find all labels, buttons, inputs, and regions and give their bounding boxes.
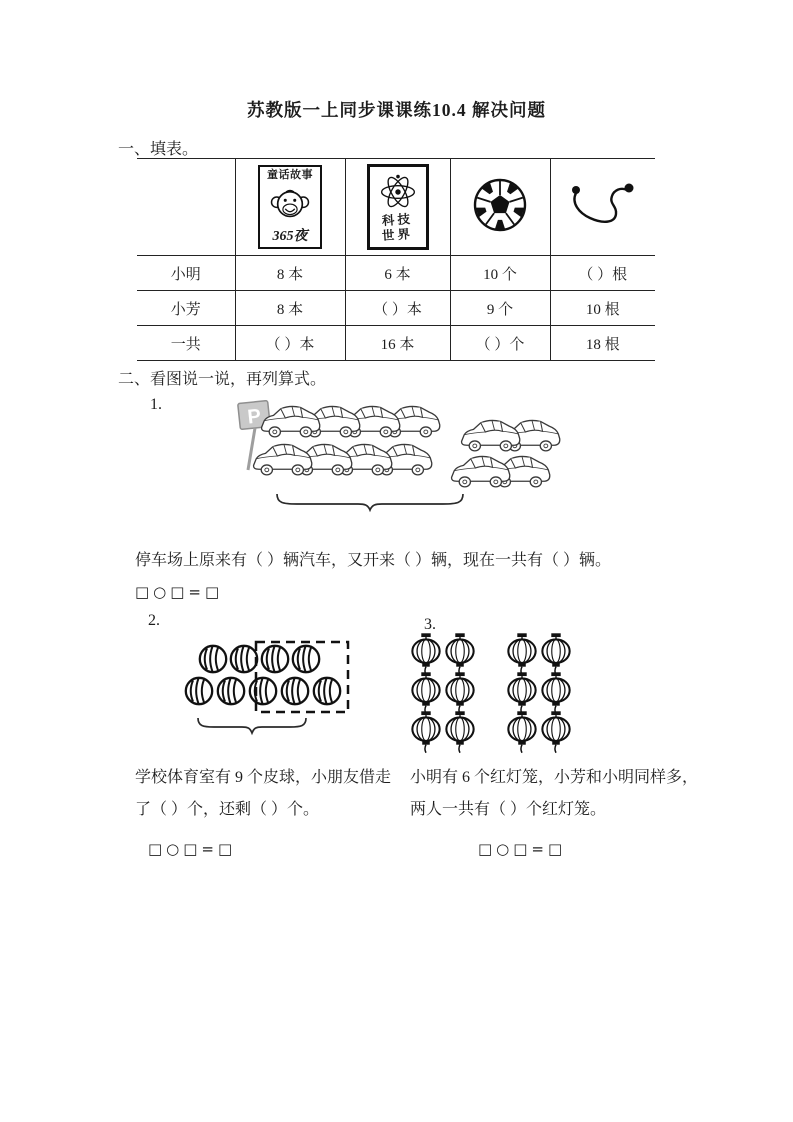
book2-title-line2: 世界 xyxy=(381,226,414,244)
soccer-ball-cell xyxy=(450,159,550,256)
parked-cars-group xyxy=(254,406,440,474)
science-book-cell xyxy=(345,159,450,256)
soccer-ball-icon xyxy=(473,178,527,232)
balls-group xyxy=(186,646,340,704)
atom-icon xyxy=(376,172,420,212)
brace-under-balls xyxy=(198,718,306,733)
jump-rope-icon xyxy=(563,176,643,234)
corner-cell xyxy=(137,159,235,256)
problem1-number: 1. xyxy=(150,396,162,413)
book1-subtitle: 365夜 xyxy=(272,229,308,244)
problem3-number: 3. xyxy=(424,616,436,633)
problem3-text xyxy=(410,762,698,826)
monkey-face-icon xyxy=(268,188,312,224)
table-header-row xyxy=(137,159,655,256)
page-title: 苏教版一上同步课课练10.4 解决问题 xyxy=(247,100,546,120)
problem2-number: 2. xyxy=(148,612,160,629)
brace-under-parked-cars xyxy=(277,494,463,510)
lanterns-right-group xyxy=(508,633,569,752)
cell: 10 个 xyxy=(450,256,550,291)
cell: （ ）个 xyxy=(450,326,550,361)
jump-rope-cell xyxy=(550,159,655,256)
problem3-equation: □○□=□ xyxy=(478,840,567,858)
problem3-text-line1: 小明有 6 个红灯笼，小芳和小明同样多， xyxy=(410,769,699,786)
section-one-heading: 一、填表。 xyxy=(118,141,199,158)
arriving-cars-group xyxy=(452,420,560,486)
section-two-heading: 二、看图说一说，再列算式。 xyxy=(118,371,327,388)
problem3-text-line2: 两人一共有（ ）个红灯笼。 xyxy=(410,801,607,818)
cell: （ ）根 xyxy=(550,256,655,291)
problem2-text-line1: 学校体育室有 9 个皮球，小朋友借走 xyxy=(135,769,392,786)
cell: 6 本 xyxy=(345,256,450,291)
book2-title-line1: 科技 xyxy=(381,211,414,228)
fairy-tale-book-cell xyxy=(235,159,345,256)
table-row xyxy=(137,256,655,291)
table-row xyxy=(137,326,655,361)
cell: （ ）本 xyxy=(235,326,345,361)
cell: 16 本 xyxy=(345,326,450,361)
problem1-text: 停车场上原来有（ ）辆汽车，又开来（ ）辆，现在一共有（ ）辆。 xyxy=(135,552,612,569)
cell: 8 本 xyxy=(235,256,345,291)
cell: （ ）本 xyxy=(345,291,450,326)
cell: 18 根 xyxy=(550,326,655,361)
fill-in-table xyxy=(137,158,655,361)
lanterns-left-group xyxy=(412,633,473,752)
cell: 9 个 xyxy=(450,291,550,326)
problem2-text-line2: 了（ ）个，还剩（ ）个。 xyxy=(135,801,320,818)
cell: 8 本 xyxy=(235,291,345,326)
row-label: 一共 xyxy=(137,326,235,361)
balls-figure xyxy=(178,636,393,741)
fairy-tale-book-icon xyxy=(258,165,322,249)
table-row xyxy=(137,291,655,326)
cars-figure xyxy=(235,400,565,515)
lanterns-figure xyxy=(408,632,578,757)
parking-sign-label: P xyxy=(246,405,262,429)
problem2-text xyxy=(135,762,391,826)
cell: 10 根 xyxy=(550,291,655,326)
problem1-equation: □○□=□ xyxy=(135,583,224,601)
problem2-equation: □○□=□ xyxy=(148,840,237,858)
book1-title: 童话故事 xyxy=(267,169,313,181)
row-label: 小芳 xyxy=(137,291,235,326)
science-book-icon xyxy=(367,164,429,250)
row-label: 小明 xyxy=(137,256,235,291)
